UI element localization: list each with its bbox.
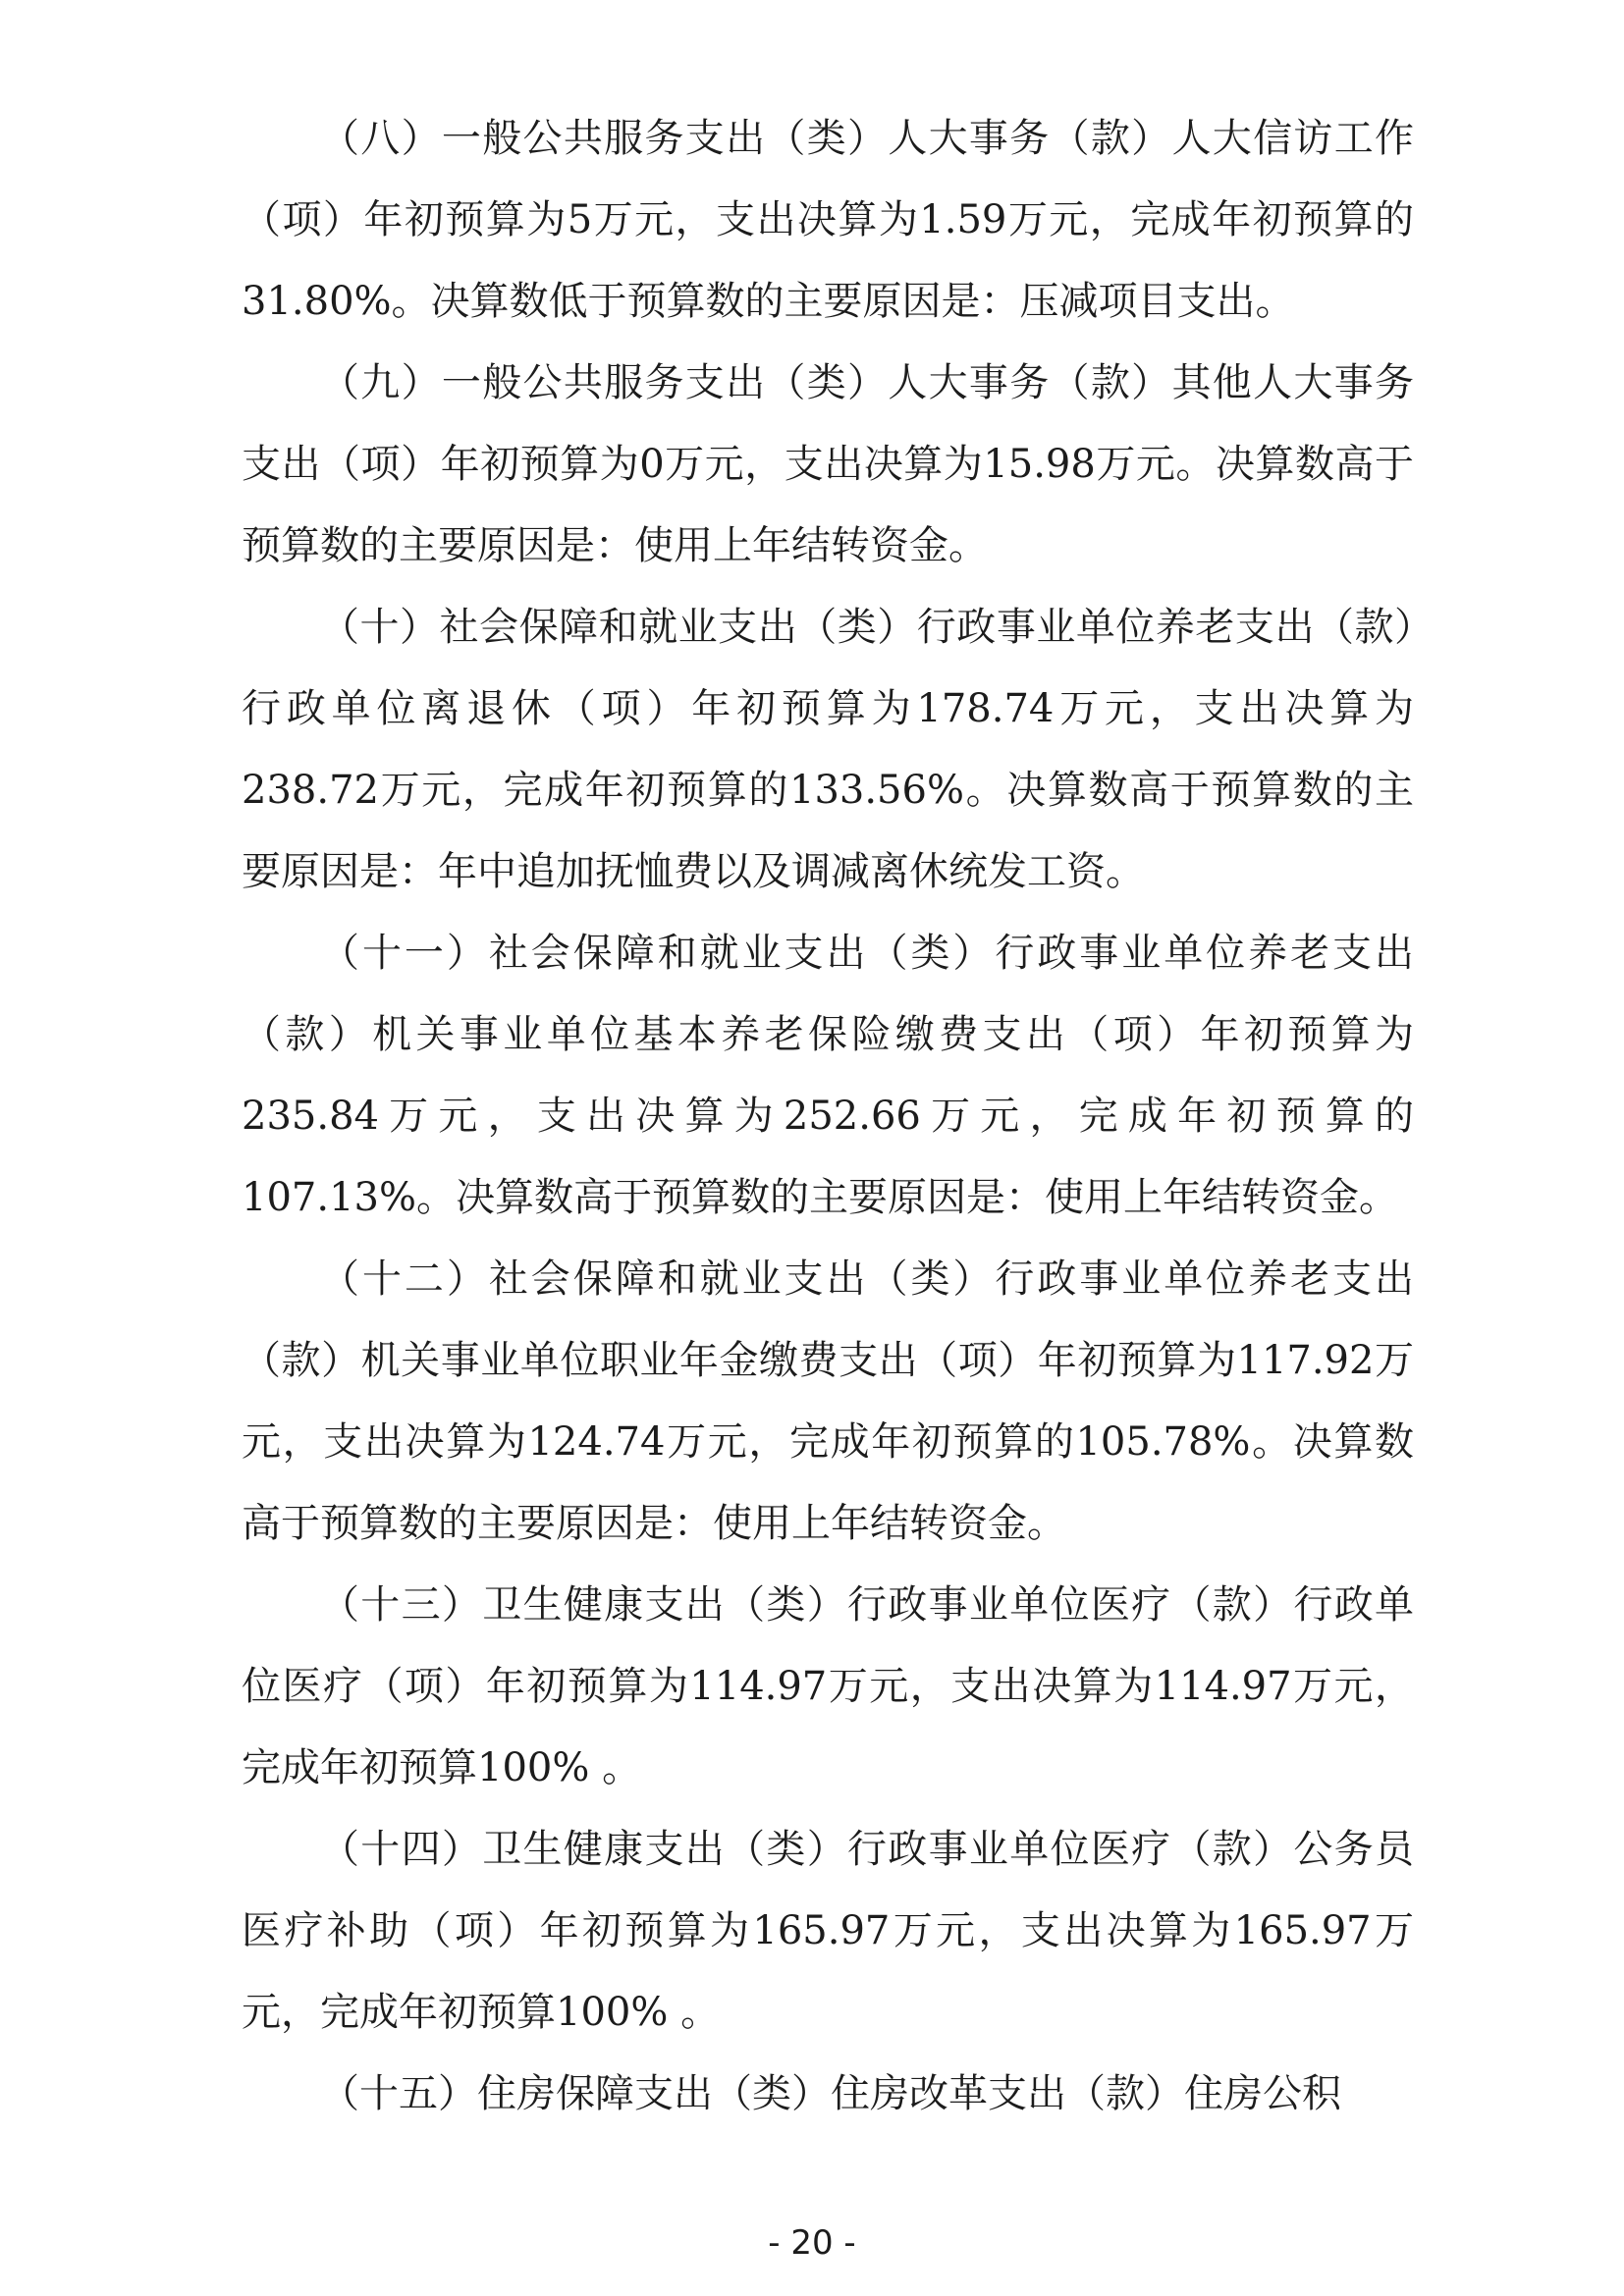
paragraph-9: （九）一般公共服务支出（类）人大事务（款）其他人大事务支出（项）年初预算为0万元，支出决算为15.98万元。决算数高于预算数的主要原因是：使用上年结转资金。: [242, 360, 1414, 568]
paragraph-13: （十三）卫生健康支出（类）行政事业单位医疗（款）行政单位医疗（项）年初预算为114.97万元，支出决算为114.97万元，完成年初预算100% 。: [242, 1582, 1414, 1790]
paragraph-11: （十一）社会保障和就业支出（类）行政事业单位养老支出（款）机关事业单位基本养老保险缴费支出（项）年初预算为235.84万元，支出决算为252.66万元，完成年初预算的107.13%。决算数高于预算数的主要原因是：使用上年结转资金。: [242, 931, 1414, 1220]
paragraph-15: （十五）住房保障支出（类）住房改革支出（款）住房公积: [320, 2071, 1341, 2116]
paragraph-12: （十二）社会保障和就业支出（类）行政事业单位养老支出（款）机关事业单位职业年金缴费支出（项）年初预算为117.92万元，支出决算为124.74万元，完成年初预算的105.78%。决算数高于预算数的主要原因是：使用上年结转资金。: [242, 1256, 1414, 1546]
paragraph-14: （十四）卫生健康支出（类）行政事业单位医疗（款）公务员医疗补助（项）年初预算为165.97万元，支出决算为165.97万元，完成年初预算100% 。: [242, 1827, 1414, 2035]
body-text: [242, 98, 1414, 2135]
paragraph-8: （八）一般公共服务支出（类）人大事务（款）人大信访工作（项）年初预算为5万元，支出决算为1.59万元，完成年初预算的31.80%。决算数低于预算数的主要原因是：压减项目支出。: [242, 116, 1414, 324]
paragraph-10: （十）社会保障和就业支出（类）行政事业单位养老支出（款）行政单位离退休（项）年初预算为178.74万元，支出决算为238.72万元，完成年初预算的133.56%。决算数高于预算数的主要原因是：年中追加抚恤费以及调减离休统发工资。: [242, 605, 1414, 894]
page-number: - 20 -: [768, 2223, 856, 2263]
